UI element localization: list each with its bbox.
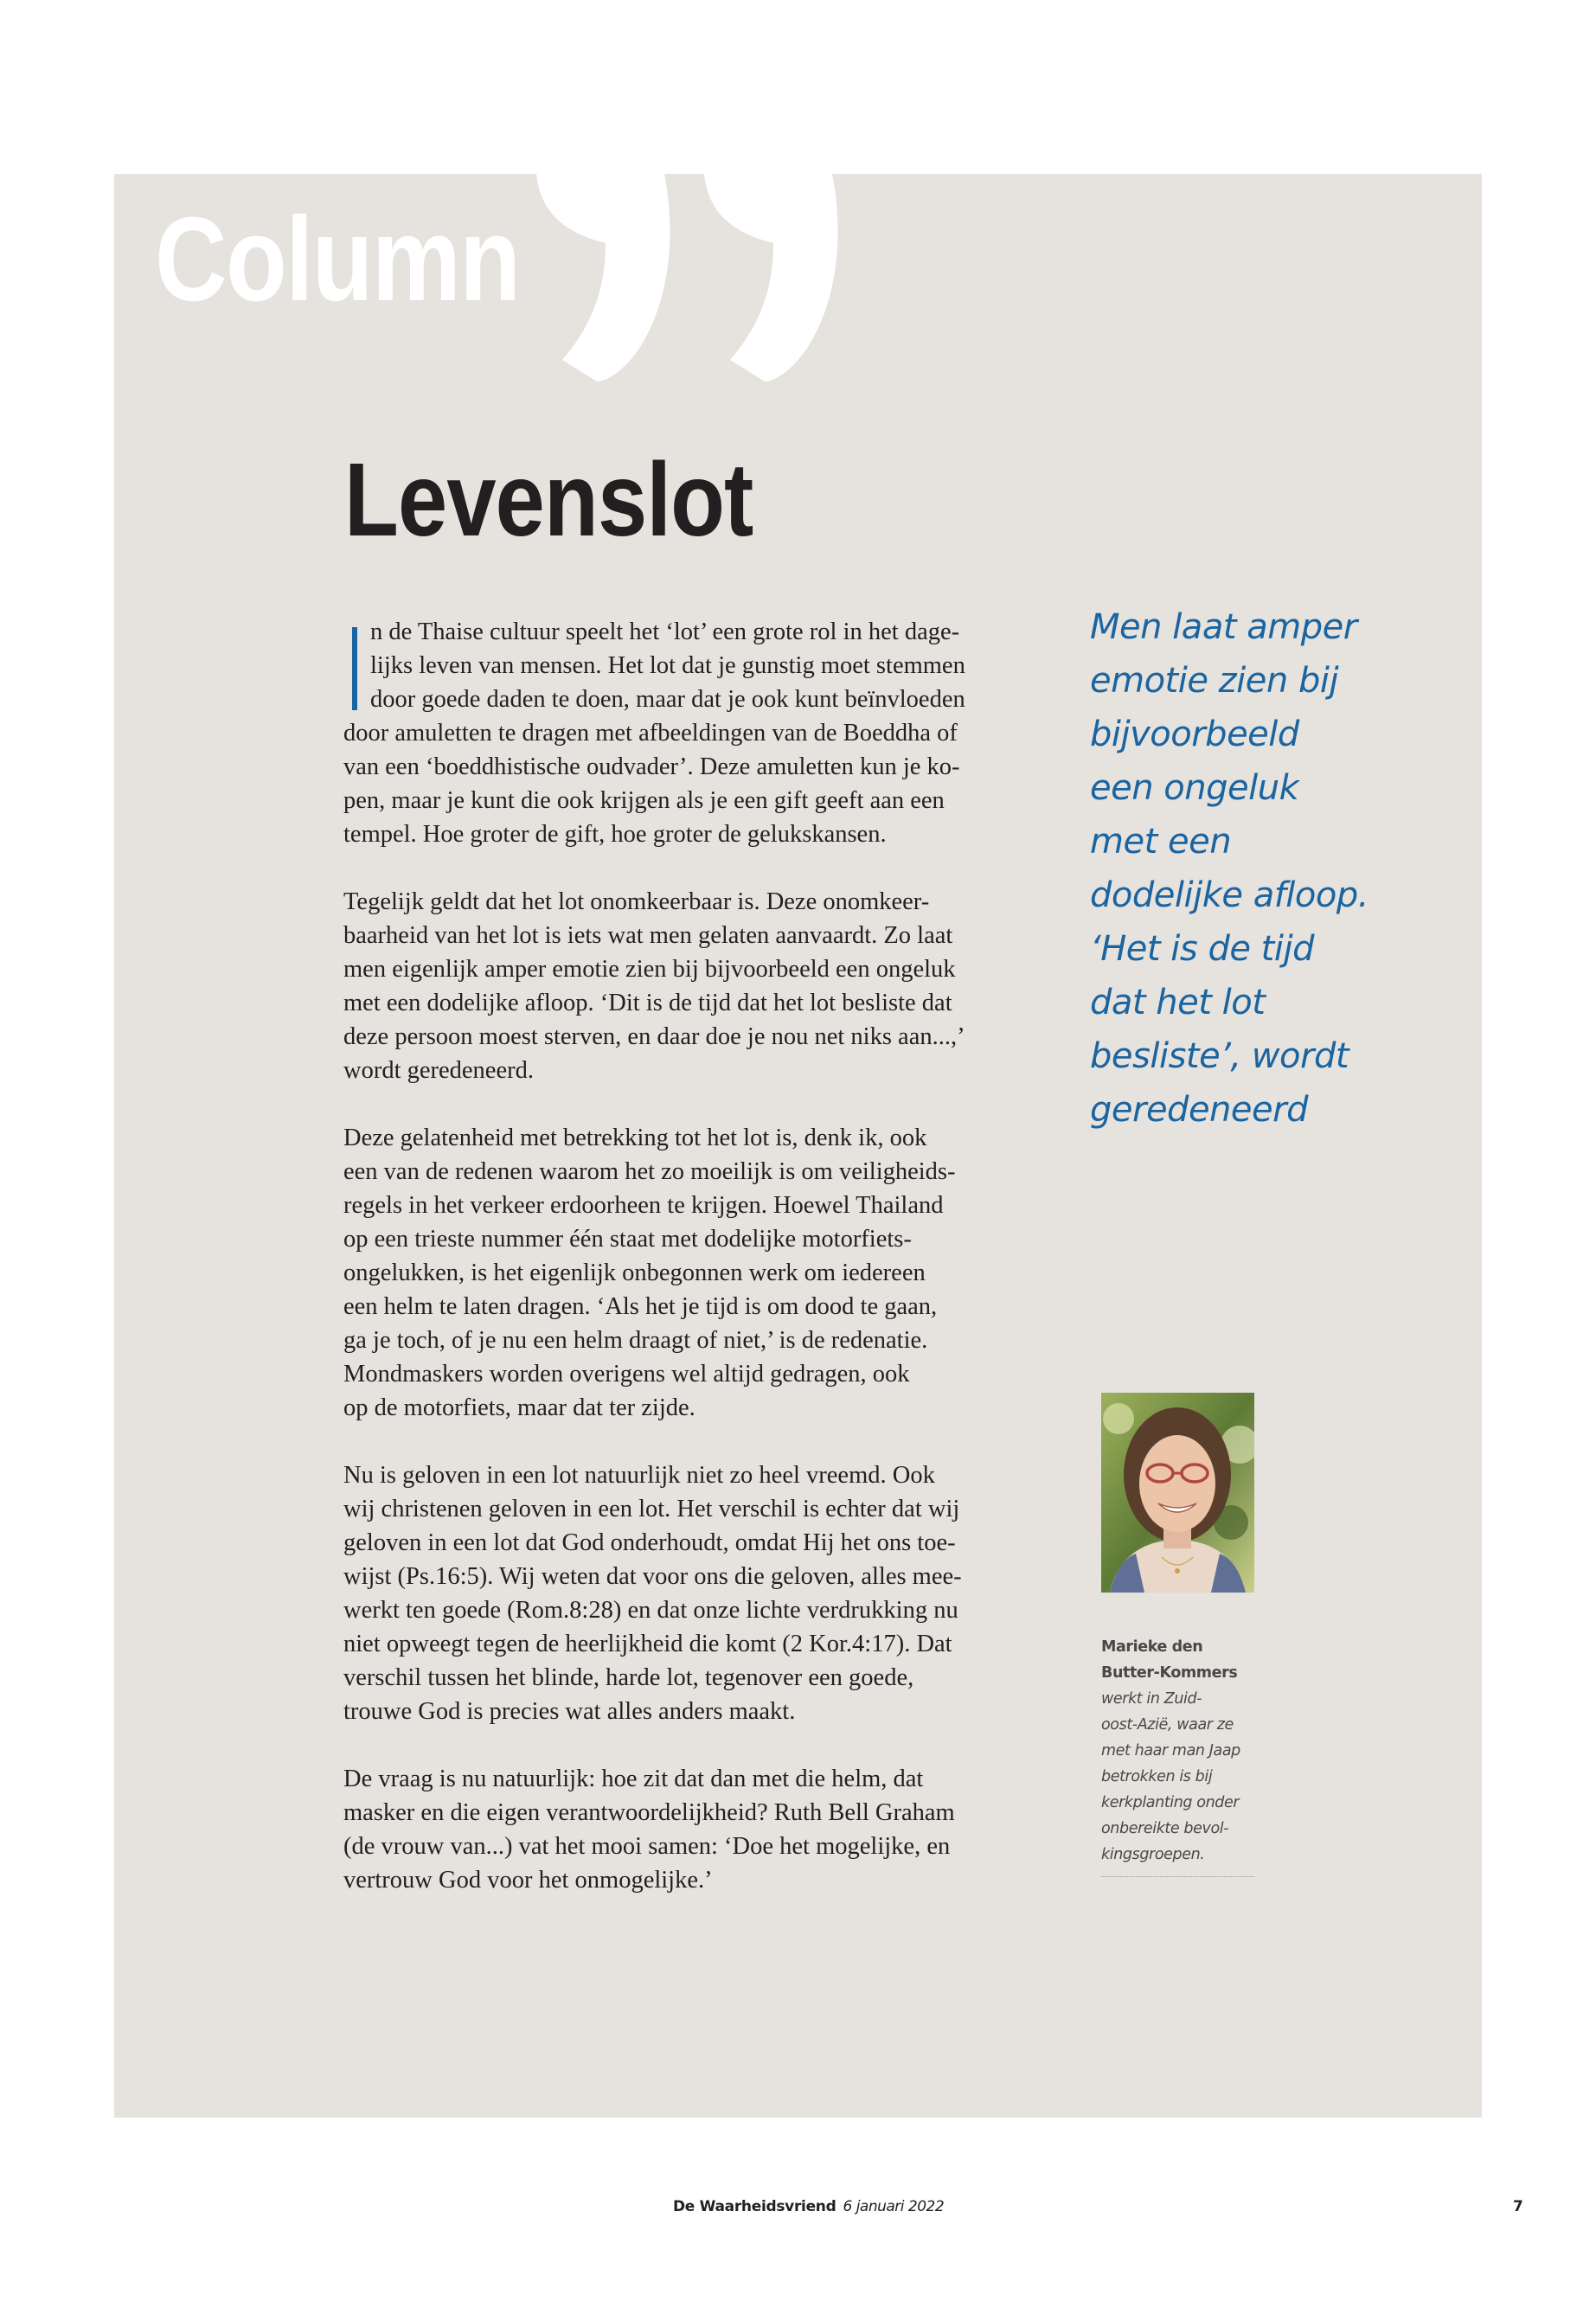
paragraph [343, 1458, 1061, 1728]
pull-quote-line: dat het lot [1090, 983, 1266, 1022]
author-bio-line: met haar man Jaap [1101, 1742, 1240, 1759]
author-bio-line: betrokken is bij [1101, 1768, 1213, 1785]
text-line: Tegelijk geldt dat het lot onomkeerbaar is. Deze onomkeer- [343, 888, 930, 915]
portrait-image [1101, 1393, 1254, 1593]
pull-quote-line: emotie zien bij [1090, 661, 1339, 701]
closing-quote-icon [536, 174, 848, 381]
author-bio-line: werkt in Zuid- [1101, 1690, 1202, 1708]
text-line: Deze gelatenheid met betrekking tot het lot is, denk ik, ook [343, 1125, 927, 1151]
page-number: 7 [1513, 2198, 1523, 2215]
paragraph [343, 1762, 1061, 1897]
text-line: wijst (Ps.16:5). Wij weten dat voor ons die geloven, alles mee- [343, 1563, 962, 1590]
text-line: door amuletten te dragen met afbeeldingen van de Boeddha of [343, 720, 958, 747]
text-line: (de vrouw van...) vat het mooi samen: ‘Doe het mogelijke, en [343, 1833, 951, 1860]
text-line: vertrouw God voor het onmogelijke.’ [343, 1867, 713, 1894]
text-line: masker en die eigen verantwoordelijkheid? Ruth Bell Graham [343, 1799, 955, 1826]
article-body [343, 615, 1061, 1931]
paragraph [343, 885, 1061, 1087]
section-label: Column [155, 193, 520, 326]
page-footer [673, 2198, 944, 2215]
text-line: met een dodelijke afloop. ‘Dit is de tijd dat het lot besliste dat [343, 990, 952, 1016]
text-line: wordt geredeneerd. [343, 1057, 534, 1084]
text-line: pen, maar je kunt die ook krijgen als je een gift geeft aan een [343, 787, 945, 814]
pull-quote [1090, 600, 1436, 1137]
text-line: door goede daden te doen, maar dat je ook kunt beïnvloeden [370, 686, 965, 713]
author-bio-line: oost-Azië, waar ze [1101, 1716, 1234, 1734]
pull-quote-line: geredeneerd [1090, 1090, 1308, 1130]
author-bio-line: kingsgroepen. [1101, 1846, 1205, 1863]
text-line: men eigenlijk amper emotie zien bij bijvoorbeeld een ongeluk [343, 956, 956, 983]
pull-quote-line: dodelijke afloop. [1090, 875, 1368, 915]
text-line: wij christenen geloven in een lot. Het verschil is echter dat wij [343, 1496, 960, 1522]
author-name: Marieke den [1101, 1638, 1203, 1656]
text-line: baarheid van het lot is iets wat men gelaten aanvaardt. Zo laat [343, 922, 953, 949]
text-line: lijks leven van mensen. Het lot dat je gunstig moet stemmen [370, 652, 965, 679]
dropcap-bar [352, 627, 357, 710]
column-panel [114, 174, 1482, 2118]
pull-quote-line: ‘Het is de tijd [1090, 929, 1314, 969]
text-line: ongelukken, is het eigenlijk onbegonnen werk om iedereen [343, 1259, 926, 1286]
text-line: verschil tussen het blinde, harde lot, tegenover een goede, [343, 1664, 914, 1691]
text-line: deze persoon moest sterven, en daar doe je nou net niks aan...,’ [343, 1023, 965, 1050]
article-title: Levenslot [344, 440, 753, 558]
text-line: op de motorfiets, maar dat ter zijde. [343, 1394, 695, 1421]
text-line: een van de redenen waarom het zo moeilijk is om veiligheids- [343, 1158, 956, 1185]
text-line: van een ‘boeddhistische oudvader’. Deze amuletten kun je ko- [343, 753, 960, 780]
text-line: De vraag is nu natuurlijk: hoe zit dat dan met die helm, dat [343, 1766, 924, 1792]
pull-quote-line: bijvoorbeeld [1090, 715, 1299, 754]
pull-quote-line: Men laat amper [1090, 607, 1357, 647]
pull-quote-line: besliste’, wordt [1090, 1036, 1349, 1076]
text-line: trouwe God is precies wat alles anders maakt. [343, 1698, 796, 1725]
text-line: niet opweegt tegen de heerlijkheid die komt (2 Kor.4:17). Dat [343, 1631, 952, 1657]
text-line: n de Thaise cultuur speelt het ‘lot’ een grote rol in het dage- [370, 619, 960, 645]
text-line: Nu is geloven in een lot natuurlijk niet zo heel vreemd. Ook [343, 1462, 935, 1489]
text-line: tempel. Hoe groter de gift, hoe groter de gelukskansen. [343, 821, 887, 848]
publication-name: De Waarheidsvriend [673, 2198, 836, 2215]
text-line: regels in het verkeer erdoorheen te krijgen. Hoewel Thailand [343, 1192, 944, 1219]
pull-quote-line: een ongeluk [1090, 768, 1299, 808]
issue-date: 6 januari 2022 [843, 2198, 945, 2215]
text-line: ga je toch, of je nu een helm draagt of niet,’ is de redenatie. [343, 1327, 928, 1354]
text-line: geloven in een lot dat God onderhoudt, omdat Hij het ons toe- [343, 1529, 956, 1556]
text-line: een helm te laten dragen. ‘Als het je tijd is om dood te gaan, [343, 1293, 938, 1320]
pull-quote-line: met een [1090, 822, 1232, 862]
author-bio-line: onbereikte bevol- [1101, 1820, 1229, 1837]
author-name: Butter-Kommers [1101, 1664, 1238, 1682]
author-bio-line: kerkplanting onder [1101, 1794, 1240, 1811]
author-caption [1101, 1634, 1254, 1877]
text-line: op een trieste nummer één staat met dodelijke motorfiets- [343, 1226, 912, 1253]
paragraph [343, 615, 1061, 851]
author-photo [1101, 1393, 1254, 1593]
text-line: werkt ten goede (Rom.8:28) en dat onze lichte verdrukking nu [343, 1597, 958, 1624]
text-line: Mondmaskers worden overigens wel altijd gedragen, ook [343, 1361, 910, 1388]
paragraph [343, 1121, 1061, 1425]
